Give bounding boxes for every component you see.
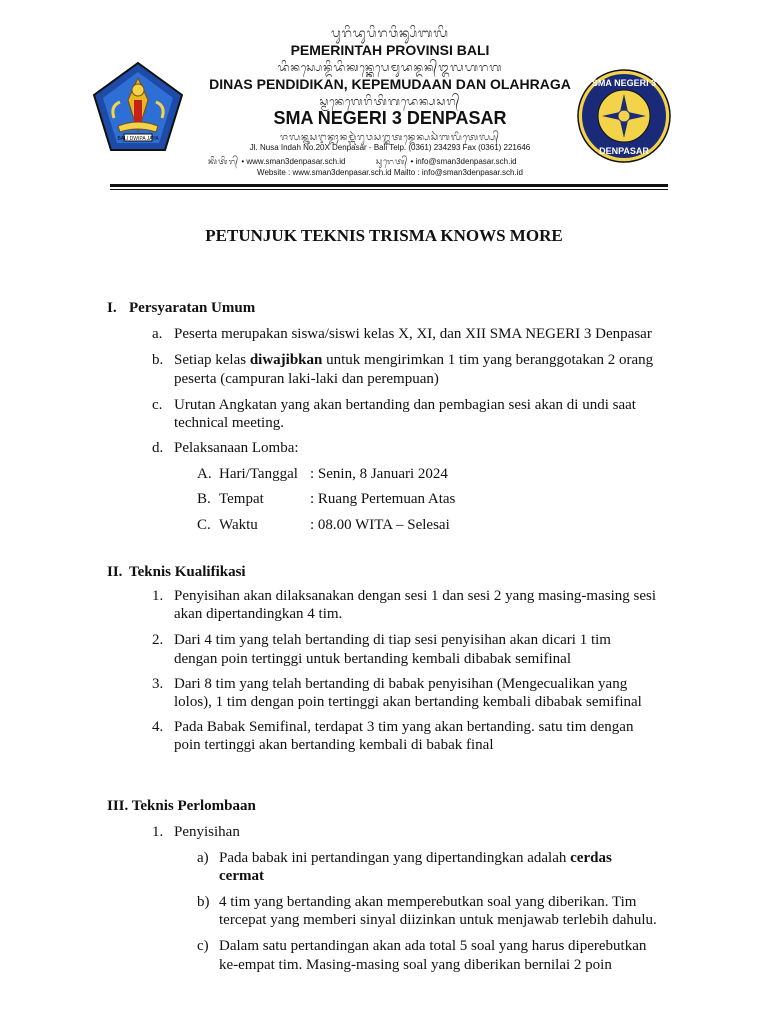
kualifikasi-4-line-2: poin tertinggi akan bertanding kembali di babak final bbox=[174, 737, 494, 753]
contact-email: • info@sman3denpasar.sch.id bbox=[410, 157, 517, 166]
kualifikasi-1-line-1: Penyisihan akan dilaksanakan dengan sesi 1 dan sesi 2 yang masing-masing sesi bbox=[174, 588, 656, 604]
item-b-emphasis: diwajibkan bbox=[249, 352, 323, 368]
balinese-script-line-4: ᬚᬮᬦ᭄ᬦᬸᬲᬇᬦ᭄ᬤᬄᬦᬫ᭄ᬩᬃᬭᬸᬯᬲᬗ᭄ᬓᬢᬦ᭄ᬤᬾᬦ᭄ᬧᬲᬃᬩᬮᬶᬢᬾᬮ᭄ᬧ᭄ bbox=[280, 132, 500, 142]
penyisihan-a-emphasis-2: cermat bbox=[219, 868, 264, 884]
kualifikasi-2-marker: 2. bbox=[152, 632, 164, 648]
balinese-script-line-6: ᬲᬸᬭᬾᬢ᭄ bbox=[375, 157, 409, 166]
detail-c-label: Waktu bbox=[219, 517, 258, 533]
detail-a-value: : Senin, 8 Januari 2024 bbox=[310, 466, 448, 482]
perlombaan-1-marker: 1. bbox=[152, 824, 164, 840]
detail-b-value: : Ruang Pertemuan Atas bbox=[310, 491, 456, 507]
kualifikasi-2-line-2: dengan poin tertinggi untuk bertanding kembali dibabak semifinal bbox=[174, 651, 571, 667]
contact-web: • www.sman3denpasar.sch.id bbox=[241, 157, 346, 166]
document-title: PETUNJUK TEKNIS TRISMA KNOWS MORE bbox=[205, 226, 563, 245]
penyisihan-a-text: Pada babak ini pertandingan yang dipertandingkan adalah bbox=[219, 850, 571, 866]
item-a-text: Peserta merupakan siswa/siswi kelas X, XI, dan XII SMA NEGERI 3 Denpasar bbox=[174, 326, 652, 342]
kualifikasi-1-line-2: akan dipertandingkan 4 tim. bbox=[174, 606, 343, 622]
kualifikasi-4-marker: 4. bbox=[152, 719, 164, 735]
penyisihan-b-line-1: 4 tim yang bertanding akan memperebutkan soal yang diberikan. Tim bbox=[219, 894, 637, 910]
detail-a-label: Hari/Tanggal bbox=[219, 466, 298, 482]
penyisihan-a-emphasis-1: cerdas bbox=[570, 850, 612, 866]
penyisihan-c-line-1: Dalam satu pertandingan akan ada total 5 soal yang harus diperebutkan bbox=[219, 938, 647, 954]
department-name: DINAS PENDIDIKAN, KEPEMUDAAN DAN OLAHRAGA bbox=[209, 76, 571, 92]
penyisihan-c-line-2: ke-empat tim. Masing-masing soal yang diberikan bernilai 2 poin bbox=[219, 957, 612, 973]
right-emblem-top-text: SMA NEGERI 3 bbox=[591, 78, 657, 88]
bali-province-emblem-icon bbox=[90, 60, 186, 156]
section-1-number: I. bbox=[107, 300, 117, 316]
penyisihan-c-marker: c) bbox=[197, 938, 209, 954]
letterhead-divider-thick bbox=[110, 184, 668, 187]
item-c-line-2: technical meeting. bbox=[174, 415, 284, 431]
item-c-marker: c. bbox=[152, 397, 163, 413]
item-d-marker: d. bbox=[152, 440, 164, 456]
left-emblem-motto: BALI DWIPA JAYA bbox=[117, 136, 159, 142]
item-b-line-2: peserta (campuran laki-laki dan perempuan) bbox=[174, 371, 439, 387]
school-name: SMA NEGERI 3 DENPASAR bbox=[273, 108, 507, 128]
right-emblem-bottom-text: DENPASAR bbox=[599, 146, 649, 156]
detail-a-marker: A. bbox=[197, 466, 212, 482]
item-a-marker: a. bbox=[152, 326, 163, 342]
item-d-text: Pelaksanaan Lomba: bbox=[174, 440, 299, 456]
detail-c-value: : 08.00 WITA – Selesai bbox=[310, 517, 450, 533]
website-line: Website : www.sman3denpasar.sch.id Mailto : info@sman3denpasar.sch.id bbox=[257, 168, 523, 177]
item-b-line-1 bbox=[174, 351, 653, 369]
penyisihan-b-line-2: tercepat yang memberi sinyal diizinkan untuk menjawab terlebih dahulu. bbox=[219, 912, 657, 928]
penyisihan-a-marker: a) bbox=[197, 850, 209, 866]
section-2-number: II. bbox=[107, 564, 123, 580]
kualifikasi-3-line-1: Dari 8 tim yang telah bertanding di babak penyisihan (Mengecualikan yang bbox=[174, 676, 628, 692]
section-3-title: III. Teknis Perlombaan bbox=[107, 798, 256, 814]
kualifikasi-2-line-1: Dari 4 tim yang telah bertanding di tiap sesi penyisihan akan dicari 1 tim bbox=[174, 632, 611, 648]
kualifikasi-1-marker: 1. bbox=[152, 588, 164, 604]
section-2-title: Teknis Kualifikasi bbox=[129, 564, 246, 580]
section-1-title: Persyaratan Umum bbox=[129, 300, 256, 316]
perlombaan-1-title: Penyisihan bbox=[174, 824, 240, 840]
penyisihan-b-marker: b) bbox=[197, 894, 210, 910]
balinese-script-line-2: ᬤᬶᬦᬲ᭄ᬧᬾᬦ᭄ᬤᬶᬤᬶᬓᬦ᭄ᬓᬾᬧᬾᬫᬸᬤᬦ᭄ᬤᬦ᭄ᬑᬮᬳᬭᬕ bbox=[277, 62, 503, 74]
school-emblem-icon bbox=[576, 68, 672, 164]
item-b-text-pre: Setiap kelas bbox=[174, 352, 250, 368]
detail-b-label: Tempat bbox=[219, 491, 264, 507]
kualifikasi-3-marker: 3. bbox=[152, 676, 164, 692]
school-address: Jl. Nusa Indah No.20X Denpasar - Bali Telp. (0361) 234293 Fax (0361) 221646 bbox=[249, 143, 531, 152]
detail-c-marker: C. bbox=[197, 517, 211, 533]
balinese-script-line-5: ᬓᬶᬢᬶᬭ᭄ bbox=[208, 157, 240, 166]
detail-b-marker: B. bbox=[197, 491, 211, 507]
letterhead-divider-thin bbox=[110, 189, 668, 190]
kualifikasi-4-line-1: Pada Babak Semifinal, terdapat 3 tim yang akan bertanding. satu tim dengan bbox=[174, 719, 634, 735]
kualifikasi-3-line-2: lolos), 1 tim dengan poin tertinggi akan bertanding kembali dibabak semifinal bbox=[174, 694, 642, 710]
penyisihan-a-line-1 bbox=[219, 849, 612, 867]
item-b-text-post: untuk mengirimkan 1 tim yang beranggotakan 2 orang bbox=[322, 352, 654, 368]
item-c-line-1: Urutan Angkatan yang akan bertanding dan pembagian sesi akan di undi saat bbox=[174, 397, 636, 413]
province-name: PEMERINTAH PROVINSI BALI bbox=[290, 42, 490, 58]
balinese-script-line-1: ᬧᬸᬭᬶᬤᬸᬧᬶᬭᬯᬶᬦ᭄ᬲᬶᬩᬮᬶ bbox=[331, 26, 449, 40]
item-b-marker: b. bbox=[152, 352, 164, 368]
balinese-script-line-3: ᬲ᭄ᬫᬦᬾᬕᬾᬭᬶᬢᬶᬕᬤᬾᬦ᭄ᬧᬲᬭ᭄ bbox=[319, 96, 461, 108]
